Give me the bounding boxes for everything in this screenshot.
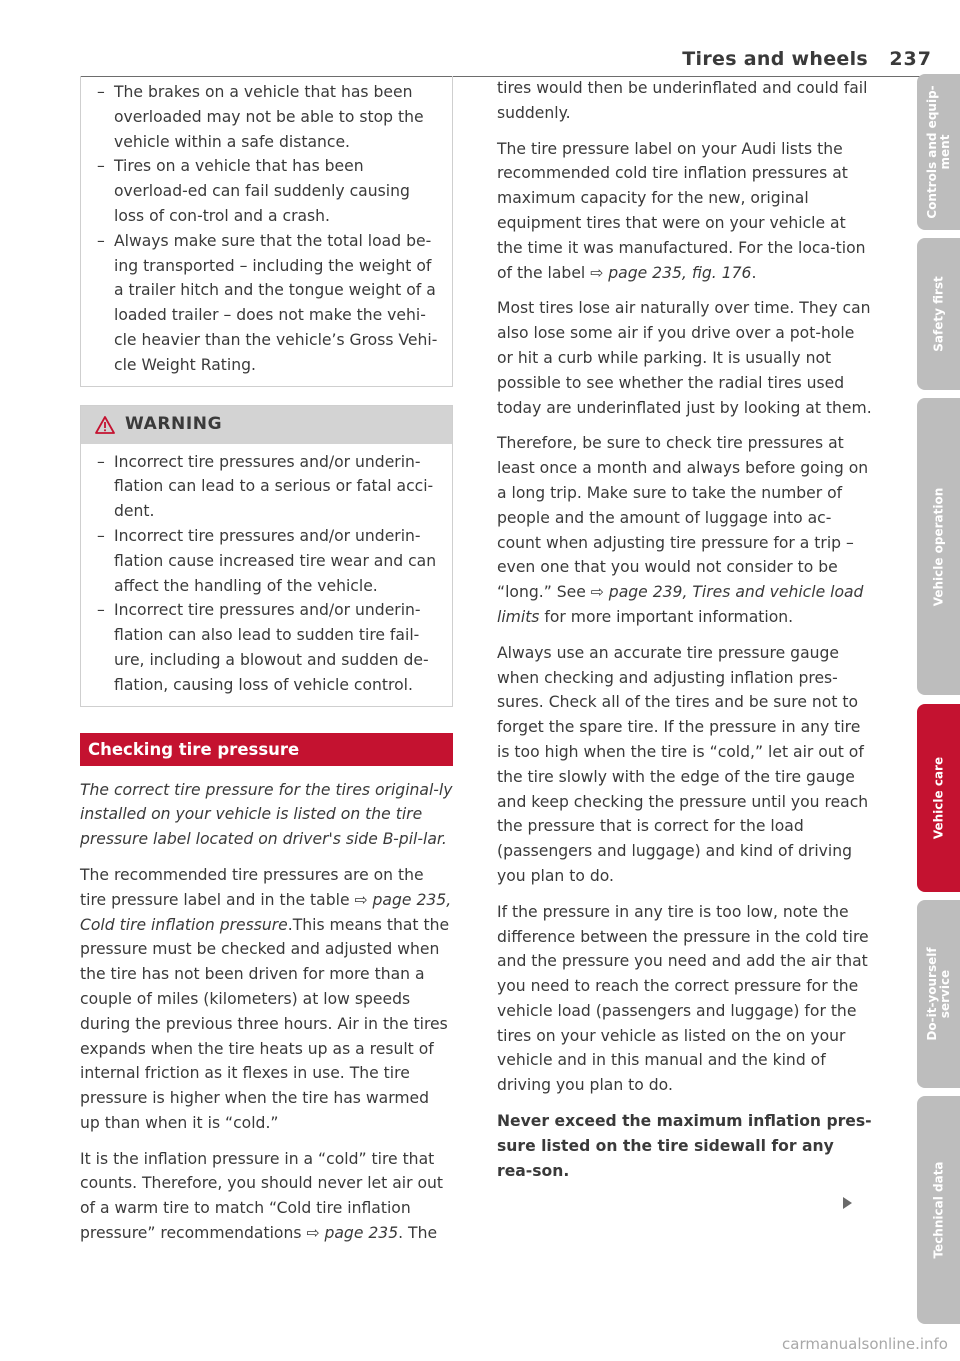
warning-header [81,406,452,444]
paragraph: The recommended tire pressures are on the tire pressure label and in the table ⇨ page 235, Cold tire inflation pressure.This means that the pressure must be checked and adjusted when the tire has not been driven for more than a couple of miles (kilometers) at low speeds during the previous three hours. Air in the tires expands when the tire heats up as a result of internal friction as it flexes in use. The tire pressure is higher when the tire has warmed up than when it is “cold.” [80,865,452,1132]
caution-item: – The brakes on a vehicle that has been overloaded may not be able to stop the vehicle within a safe distance. [97,80,440,154]
caution-continuation-box [80,76,453,387]
continue-arrow-icon [839,1195,855,1211]
tab-technical-data[interactable]: Technical data [917,1096,960,1324]
warning-body [81,444,452,706]
warning-item: – Incorrect tire pressures and/or underin-flation can lead to a serious or fatal acci-dent. [97,450,440,524]
paragraph: Therefore, be sure to check tire pressures at least once a month and always before going on a long trip. Make sure to take the number of people and the amount of luggage into ac-count when adjusting tire pressure for a trip – even one that you would not consider to be “long.” See ⇨ page 239, Tires and vehicle load limits for more important information. [497,434,869,626]
paragraph: It is the inflation pressure in a “cold” tire that counts. Therefore, you should never let air out of a warm tire to match “Cold tire inflation pressure” recommendations ⇨ page 235. The [80,1149,443,1243]
paragraph: The tire pressure label on your Audi lists the recommended cold tire inflation pressures at maximum capacity for the new, original equipment tires that were on your vehicle at the time it was manufactured. For the loca-tion of the label ⇨ page 235, fig. 176. [497,139,866,282]
caution-item: – Always make sure that the total load be-ing transported – including the weight of a trailer hitch and the tongue weight of a loaded trailer – does not make the vehi-cle heavier than the vehicle’s Gross Vehi-cle Weight Rating. [97,229,440,378]
page-header [80,46,932,77]
page-reference-link[interactable]: ⇨ page 235, fig. 176 [590,263,752,282]
page-reference-link[interactable]: ⇨ page 239, Tires and vehicle load limits [497,583,864,626]
tab-do-it-yourself-service[interactable]: Do-it-yourself service [917,900,960,1088]
page-number: 237 [889,48,932,70]
warning-item: – Incorrect tire pressures and/or underin-flation cause increased tire wear and can affect the handling of the vehicle. [97,524,440,598]
tab-controls-and-equipment[interactable]: Controls and equip- ment [917,74,960,230]
section-intro: The correct tire pressure for the tires original-ly installed on your vehicle is listed on the tire pressure label located on driver's side B-pil-lar. [80,780,453,849]
chapter-title: Tires and wheels [682,48,868,70]
section-heading: Checking tire pressure [80,733,453,766]
watermark: carmanualsonline.info [782,1335,948,1353]
left-column [80,76,453,1257]
warning-box [80,405,453,707]
tab-safety-first[interactable]: Safety first [917,238,960,390]
warning-item: – Incorrect tire pressures and/or underin-flation can also lead to sudden tire fail-ure, including a blowout and sudden de-flation, causing loss of vehicle control. [97,598,440,697]
paragraph: Most tires lose air naturally over time. They can also lose some air if you drive over a pot-hole or hit a curb while parking. It is usually not possible to see whether the radial tires used today are underinflated just by looking at them. [497,299,872,417]
tab-vehicle-care[interactable]: Vehicle care [917,704,960,892]
warning-label: WARNING [125,413,223,434]
paragraph: If the pressure in any tire is too low, note the difference between the pressure in the cold tire and the pressure you need and add the air that you need to reach the correct pressure for the vehicle load (passengers and luggage) for the tires on your vehicle as listed on the on your vehicle and in this manual and the kind of driving you plan to do. [497,902,869,1095]
right-column [497,76,873,1194]
caution-item: – Tires on a vehicle that has been overload-ed can fail suddenly causing loss of con-trol and a crash. [97,154,440,228]
page-reference-link[interactable]: ⇨ page 235, Cold tire inflation pressure [80,890,452,934]
paragraph: tires would then be underinflated and could fail suddenly. [497,79,868,122]
warning-list [97,450,440,698]
bold-paragraph: Never exceed the maximum inflation pres-sure listed on the tire sidewall for any rea-son. [497,1112,872,1180]
paragraph: Always use an accurate tire pressure gauge when checking and adjusting inflation pres-sures. Check all of the tires and be sure not to forget the spare tire. If the pressure in any tire is too high when the tire is “cold,” let air out of the tire slowly with the edge of the tire gauge and keep checking the pressure until you reach the pressure that is correct for the load (passengers and luggage) and kind of driving you plan to do. [497,643,869,885]
tab-vehicle-operation[interactable]: Vehicle operation [917,398,960,695]
warning-triangle-icon [95,416,115,434]
caution-list [97,80,440,378]
page-reference-link[interactable]: ⇨ page 235 [306,1224,399,1243]
